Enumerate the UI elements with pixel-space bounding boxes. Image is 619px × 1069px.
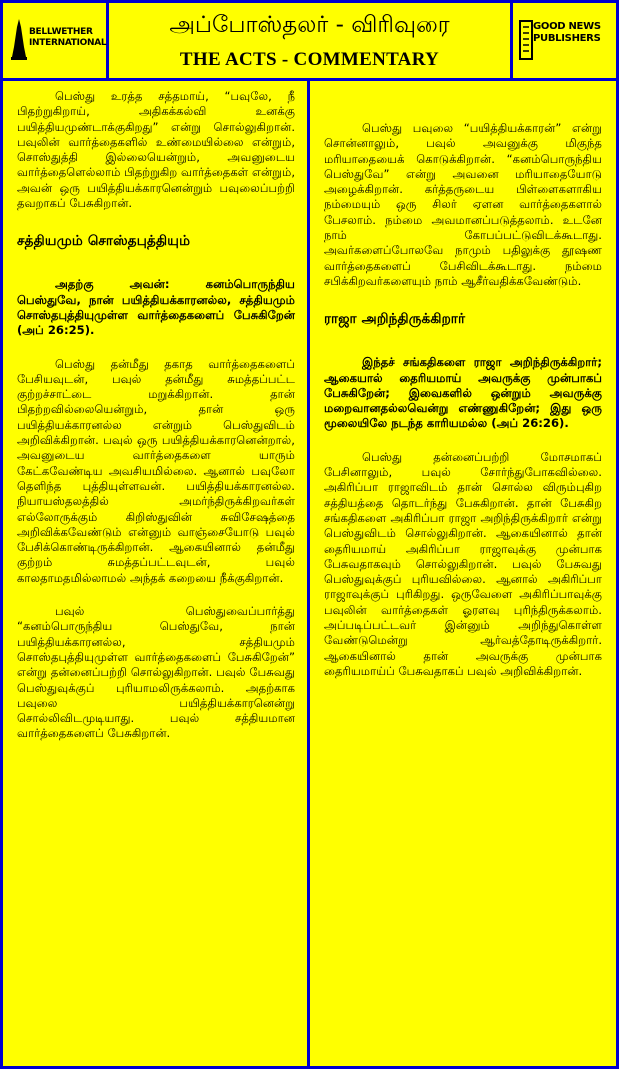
page-title-english: THE ACTS - COMMENTARY (179, 49, 440, 70)
paragraph: பெஸ்து தன்மீது தகாத வார்த்தைகளைப் பேசியவுடன், பவுல் தன்மீது சுமத்தப்பட்ட குற்றச்சாட்டை மறுக்கிறான். தான் பிதற்றவில்லையென்றும், தான் ஒரு பயித்தியக்காரனல்ல என்றும் பெஸ்துவிடம் அறிவிக்கிறான். பவுல் ஒரு பயித்தியக்காரனென்றால், அவனுடைய வார்த்தைகளை யாரும் கேட்கவேண்டிய அவசியமில்லை. ஆனால் பவுலோ தெளிந்த புத்தியுள்ளவன். பயித்தியக்காரனல்ல. நியாயஸ்தலத்தில் அமர்ந்திருக்கிறவர்கள் எல்லோருக்கும் கிறிஸ்துவின் சுவிசேஷத்தை அறிவிக்கவேண்டும் என்னும் வாஞ்சையோடு பவுல் பேசிக்கொண்டிருக்கிறான். ஆகையினால் தன்மீது குற்றம் சுமத்தப்பட்டவுடன், பவுல் காலதாமதமில்லாமல் அந்தக் கறையை நீக்குகிறான். (17, 356, 295, 585)
title-block (109, 3, 510, 78)
right-column (310, 81, 619, 1069)
scripture-verse: அதற்கு அவன்: கனம்பொருந்திய பெஸ்துவே, நான் பயித்தியக்காரனல்ல, சத்தியமும் சொஸ்தபுத்தியுமுள்ள வார்த்தைகளைப் பேசுகிறேன் (அப் 26:25). (17, 277, 295, 338)
page-title-tamil: அப்போஸ்தலர் - விரிவுரை (169, 12, 450, 38)
left-column (0, 81, 310, 1069)
section-heading: ராஜா அறிந்திருக்கிறார் (324, 311, 466, 328)
good-news-logo (510, 3, 616, 78)
paragraph: பவுல் பெஸ்துவைப்பார்த்து “கனம்பொருந்திய பெஸ்துவே, நான் பயித்தியக்காரனல்ல, சத்தியமும் சொஸ்தபுத்தியுமுள்ள வார்த்தைகளைப் பேசுகிறேன்” என்று தன்னைப்பற்றி சொல்லுகிறான். பவுல் பேசுவது பெஸ்துவுக்குப் புரியாமலிருக்கலாம். அதற்காக பவுலை பயித்தியக்காரனென்று சொல்லிவிடமுடியாது. பவுல் சத்தியமான வார்த்தைகளைப் பேசுகிறான். (17, 604, 295, 741)
left-column-content (17, 89, 295, 760)
scripture-verse: இந்தச் சங்கதிகளை ராஜா அறிந்திருக்கிறார்; ஆகையால் தைரியமாய் அவருக்கு முன்பாகப் பேசுகிறேன்; இவைகளில் ஒன்றும் அவருக்கு மறைவானதல்லவென்று எண்ணுகிறேன்; இது ஒரு மூலையிலே நடந்த காரியமல்ல (அப் 26:26). (324, 355, 602, 431)
book-icon (519, 19, 533, 61)
paragraph: பெஸ்து பவுலை “பயித்தியக்காரன்” என்று சொன்னாலும், பவுல் அவனுக்கு மிகுந்த மரியாதையைக் கொடுக்கிறான். “கனம்பொருந்திய பெஸ்துவே” என்று அவனை மரியாதையோடு அழைக்கிறான். கர்த்தருடைய பிள்ளைகளாகிய நம்மையும் ஒரு சிலர் ஏளன வார்த்தைகளால் பேசலாம். நம்மை அவமானப்படுத்தலாம். உடனே நாம் கோபப்பட்டுவிடக்கூடாது. அவர்களைப்போலவே நாமும் பதிலுக்கு தூஷண வார்த்தைகளைப் பேசிவிடக்கூடாது. நம்மை சபிக்கிறவர்களையும் நாம் ஆசீர்வதிக்கவேண்டும். (324, 121, 602, 288)
logo-line: PUBLISHERS (533, 33, 601, 44)
paragraph: பெஸ்து உரத்த சத்தமாய், “பவுலே, நீ பிதற்றுகிறாய், அதிகக்கல்வி உனக்கு பயித்தியமுண்டாக்குகிறது” என்று சொல்லுகிறான். பவுலின் வார்த்தைகளில் உண்மையில்லை என்றும், சொஸ்துத்தி இல்லையென்றும், அவனுடைய வார்த்தைளெல்லாம் பிதற்றுகிற வார்த்தைகள் என்றும், அவன் ஒரு பயித்தியக்காரனென்றும் பவுலைப்பற்றி தவறாகப் பேசுகிறான். (17, 89, 295, 211)
bellwether-logo-text (29, 27, 106, 49)
bellwether-bell-icon (11, 17, 27, 61)
logo-line: BELLWETHER (29, 27, 93, 37)
logo-line: GOOD NEWS (533, 21, 601, 32)
logo-line: INTERNATIONAL (29, 38, 107, 48)
right-column-content (324, 121, 602, 697)
header (0, 0, 619, 81)
bellwether-logo (3, 3, 109, 78)
section-heading: சத்தியமும் சொஸ்தபுத்தியும் (17, 233, 191, 250)
paragraph: பெஸ்து தன்னைப்பற்றி மோசமாகப் பேசினாலும், பவுல் சோர்ந்துபோகவில்லை. அகிரிப்பா ராஜாவிடம் தான் சொல்ல விரும்புகிற சத்தியத்தை தொடர்ந்து பேசுகிறான். தான் பேசுகிற சங்கதிகளை அகிரிப்பா ராஜா அறிந்திருக்கிறார் என்று பெஸ்துவிடம் சொல்லுகிறான். ஆகையினால் தான் தைரியமாய் அகிரிப்பா ராஜாவுக்கு முன்பாக பேசுவதாகவும் சொல்லுகிறான். பவுல் பேசுவது பெஸ்துவுக்குப் புரியவில்லை. ஆனால் அகிரிப்பா ராஜாவுக்குப் புரிகிறது. ஒருவேளை அகிரிப்பாவுக்கு பவுலின் வார்த்தைகள் ஓரளவு புரிந்திருக்கலாம். அப்படிப்பட்டவர் இன்னும் அறிந்துகொள்ள வேண்டுமென்று ஆர்வத்தோடிருக்கிறார். ஆகையினால் தான் அவருக்கு முன்பாக தைரியமாய்ப் பேசுவதாகப் பவுல் அறிவிக்கிறான். (324, 449, 602, 678)
good-news-logo-text (533, 21, 601, 45)
